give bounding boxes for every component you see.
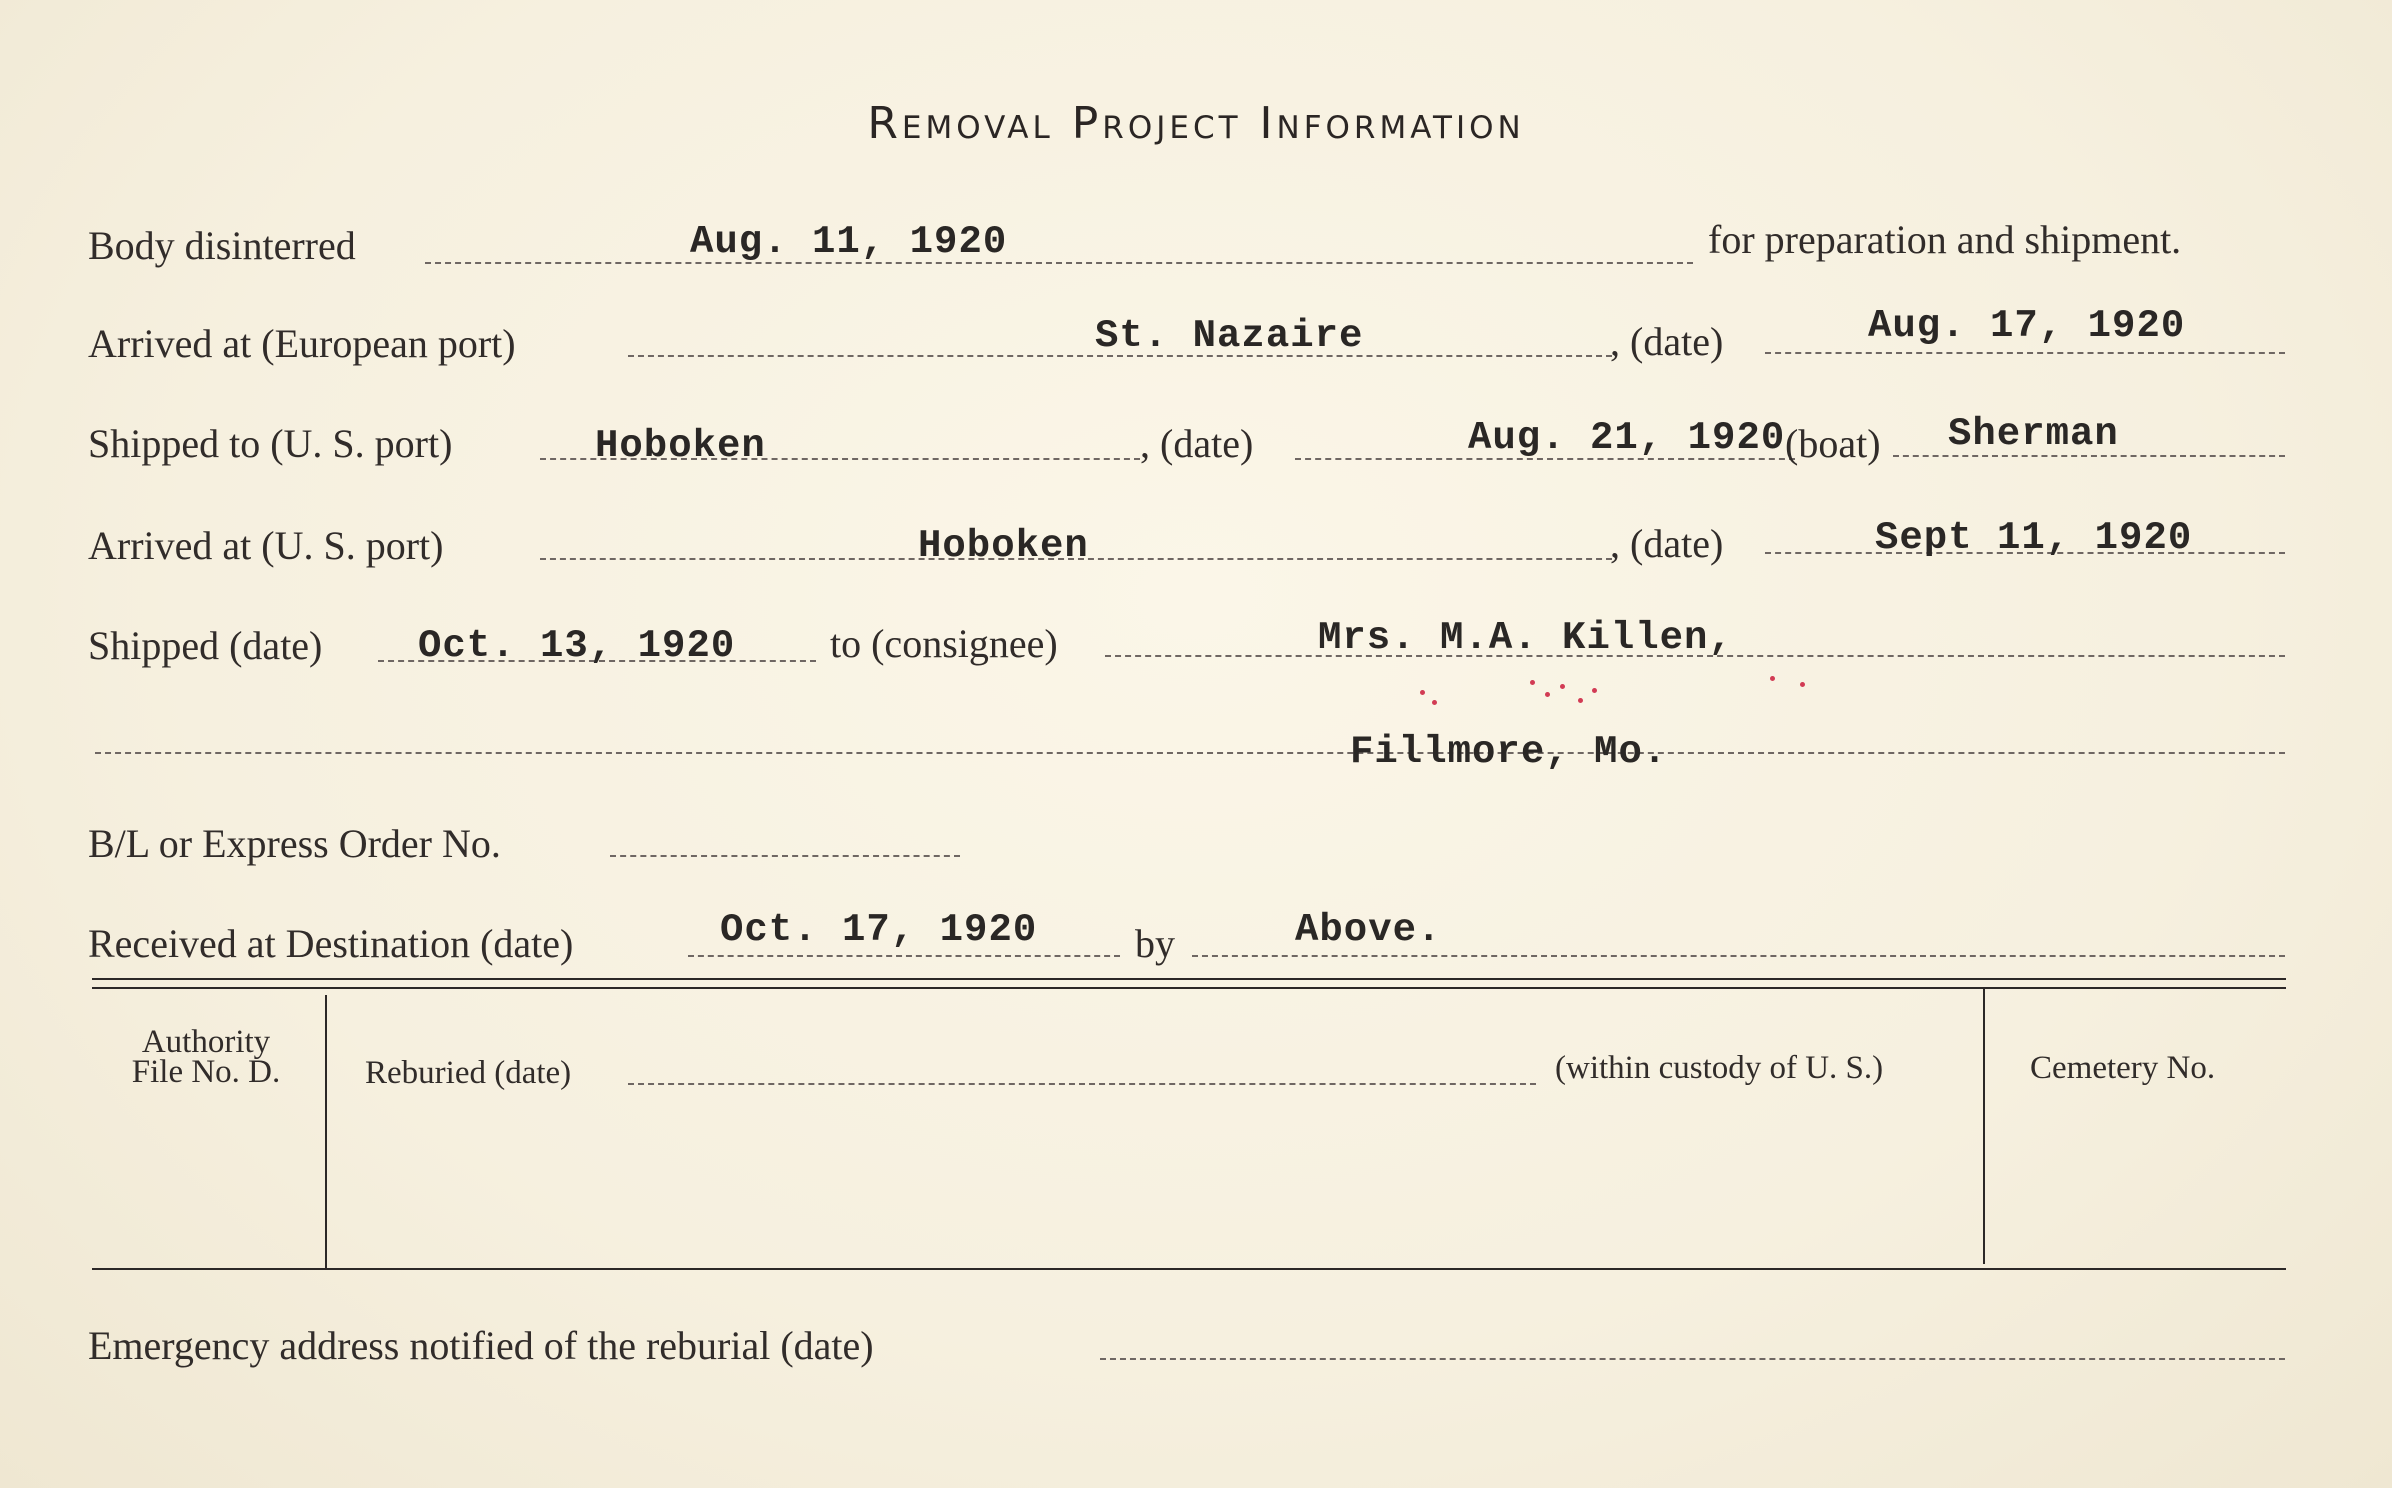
- label-shipped-date: Shipped (date): [88, 623, 323, 668]
- label-bl-express-order: B/L or Express Order No.: [88, 821, 501, 866]
- ink-fleck: [1560, 684, 1565, 689]
- label-to-consignee: to (consignee): [830, 621, 1058, 666]
- line-european-date: [1765, 352, 2285, 354]
- ink-fleck: [1432, 700, 1437, 705]
- ink-fleck: [1530, 680, 1535, 685]
- ink-fleck: [1420, 690, 1425, 695]
- label-file-no-d: File No. D.: [131, 1054, 281, 1090]
- label-body-disinterred: Body disinterred: [88, 223, 356, 268]
- value-us-ship-date: Aug. 21, 1920: [1468, 416, 1786, 460]
- value-received-date: Oct. 17, 1920: [720, 908, 1038, 952]
- value-us-port-arrived: Hoboken: [918, 524, 1089, 568]
- label-received-at-destination: Received at Destination (date): [88, 921, 574, 966]
- label-emergency-address: Emergency address notified of the reburial (date): [88, 1323, 874, 1368]
- line-consignee-address: [95, 752, 2285, 754]
- label-european-date: , (date): [1610, 319, 1724, 364]
- value-us-arrival-date: Sept 11, 1920: [1875, 516, 2193, 560]
- label-arrived-us-port: Arrived at (U. S. port): [88, 523, 444, 568]
- line-disinterred: [425, 262, 1693, 264]
- form-title: Removal Project Information: [867, 98, 1525, 149]
- value-european-port: St. Nazaire: [1095, 314, 1364, 358]
- label-for-preparation: for preparation and shipment.: [1708, 217, 2182, 262]
- ink-fleck: [1770, 676, 1775, 681]
- ink-fleck: [1800, 682, 1805, 687]
- ink-fleck: [1592, 688, 1597, 693]
- value-consignee-name: Mrs. M.A. Killen,: [1318, 616, 1733, 660]
- line-emergency-date: [1100, 1358, 2285, 1360]
- value-european-date: Aug. 17, 1920: [1868, 304, 2186, 348]
- label-us-arrival-date: , (date): [1610, 521, 1724, 566]
- line-received-date: [688, 955, 1120, 957]
- value-received-by: Above.: [1295, 908, 1442, 952]
- table-bottom-rule: [92, 1268, 2286, 1270]
- label-within-custody: (within custody of U. S.): [1555, 1050, 1884, 1086]
- ink-fleck: [1578, 698, 1583, 703]
- label-authority: Authority: [141, 1024, 271, 1060]
- value-shipped-date: Oct. 13, 1920: [418, 624, 736, 668]
- line-reburied-date: [628, 1083, 1536, 1085]
- line-bl-express-order: [610, 855, 960, 857]
- table-divider-right: [1983, 989, 1985, 1264]
- label-arrived-european-port: Arrived at (European port): [88, 321, 516, 366]
- label-shipped-to-us-port: Shipped to (U. S. port): [88, 421, 453, 466]
- table-top-rule-1: [92, 978, 2286, 980]
- value-boat: Sherman: [1948, 412, 2119, 456]
- label-by: by: [1135, 921, 1175, 966]
- ink-fleck: [1545, 692, 1550, 697]
- table-divider-left: [325, 995, 327, 1268]
- label-reburied-date: Reburied (date): [365, 1055, 572, 1091]
- value-disinterred-date: Aug. 11, 1920: [690, 220, 1008, 264]
- value-consignee-address: Fillmore, Mo.: [1350, 730, 1668, 774]
- label-cemetery-no: Cemetery No.: [2030, 1050, 2216, 1086]
- label-us-ship-date: , (date): [1140, 421, 1254, 466]
- table-top-rule-2: [92, 987, 2286, 989]
- label-boat: (boat): [1785, 421, 1881, 466]
- value-us-port-shipped: Hoboken: [595, 424, 766, 468]
- line-received-by: [1192, 955, 2285, 957]
